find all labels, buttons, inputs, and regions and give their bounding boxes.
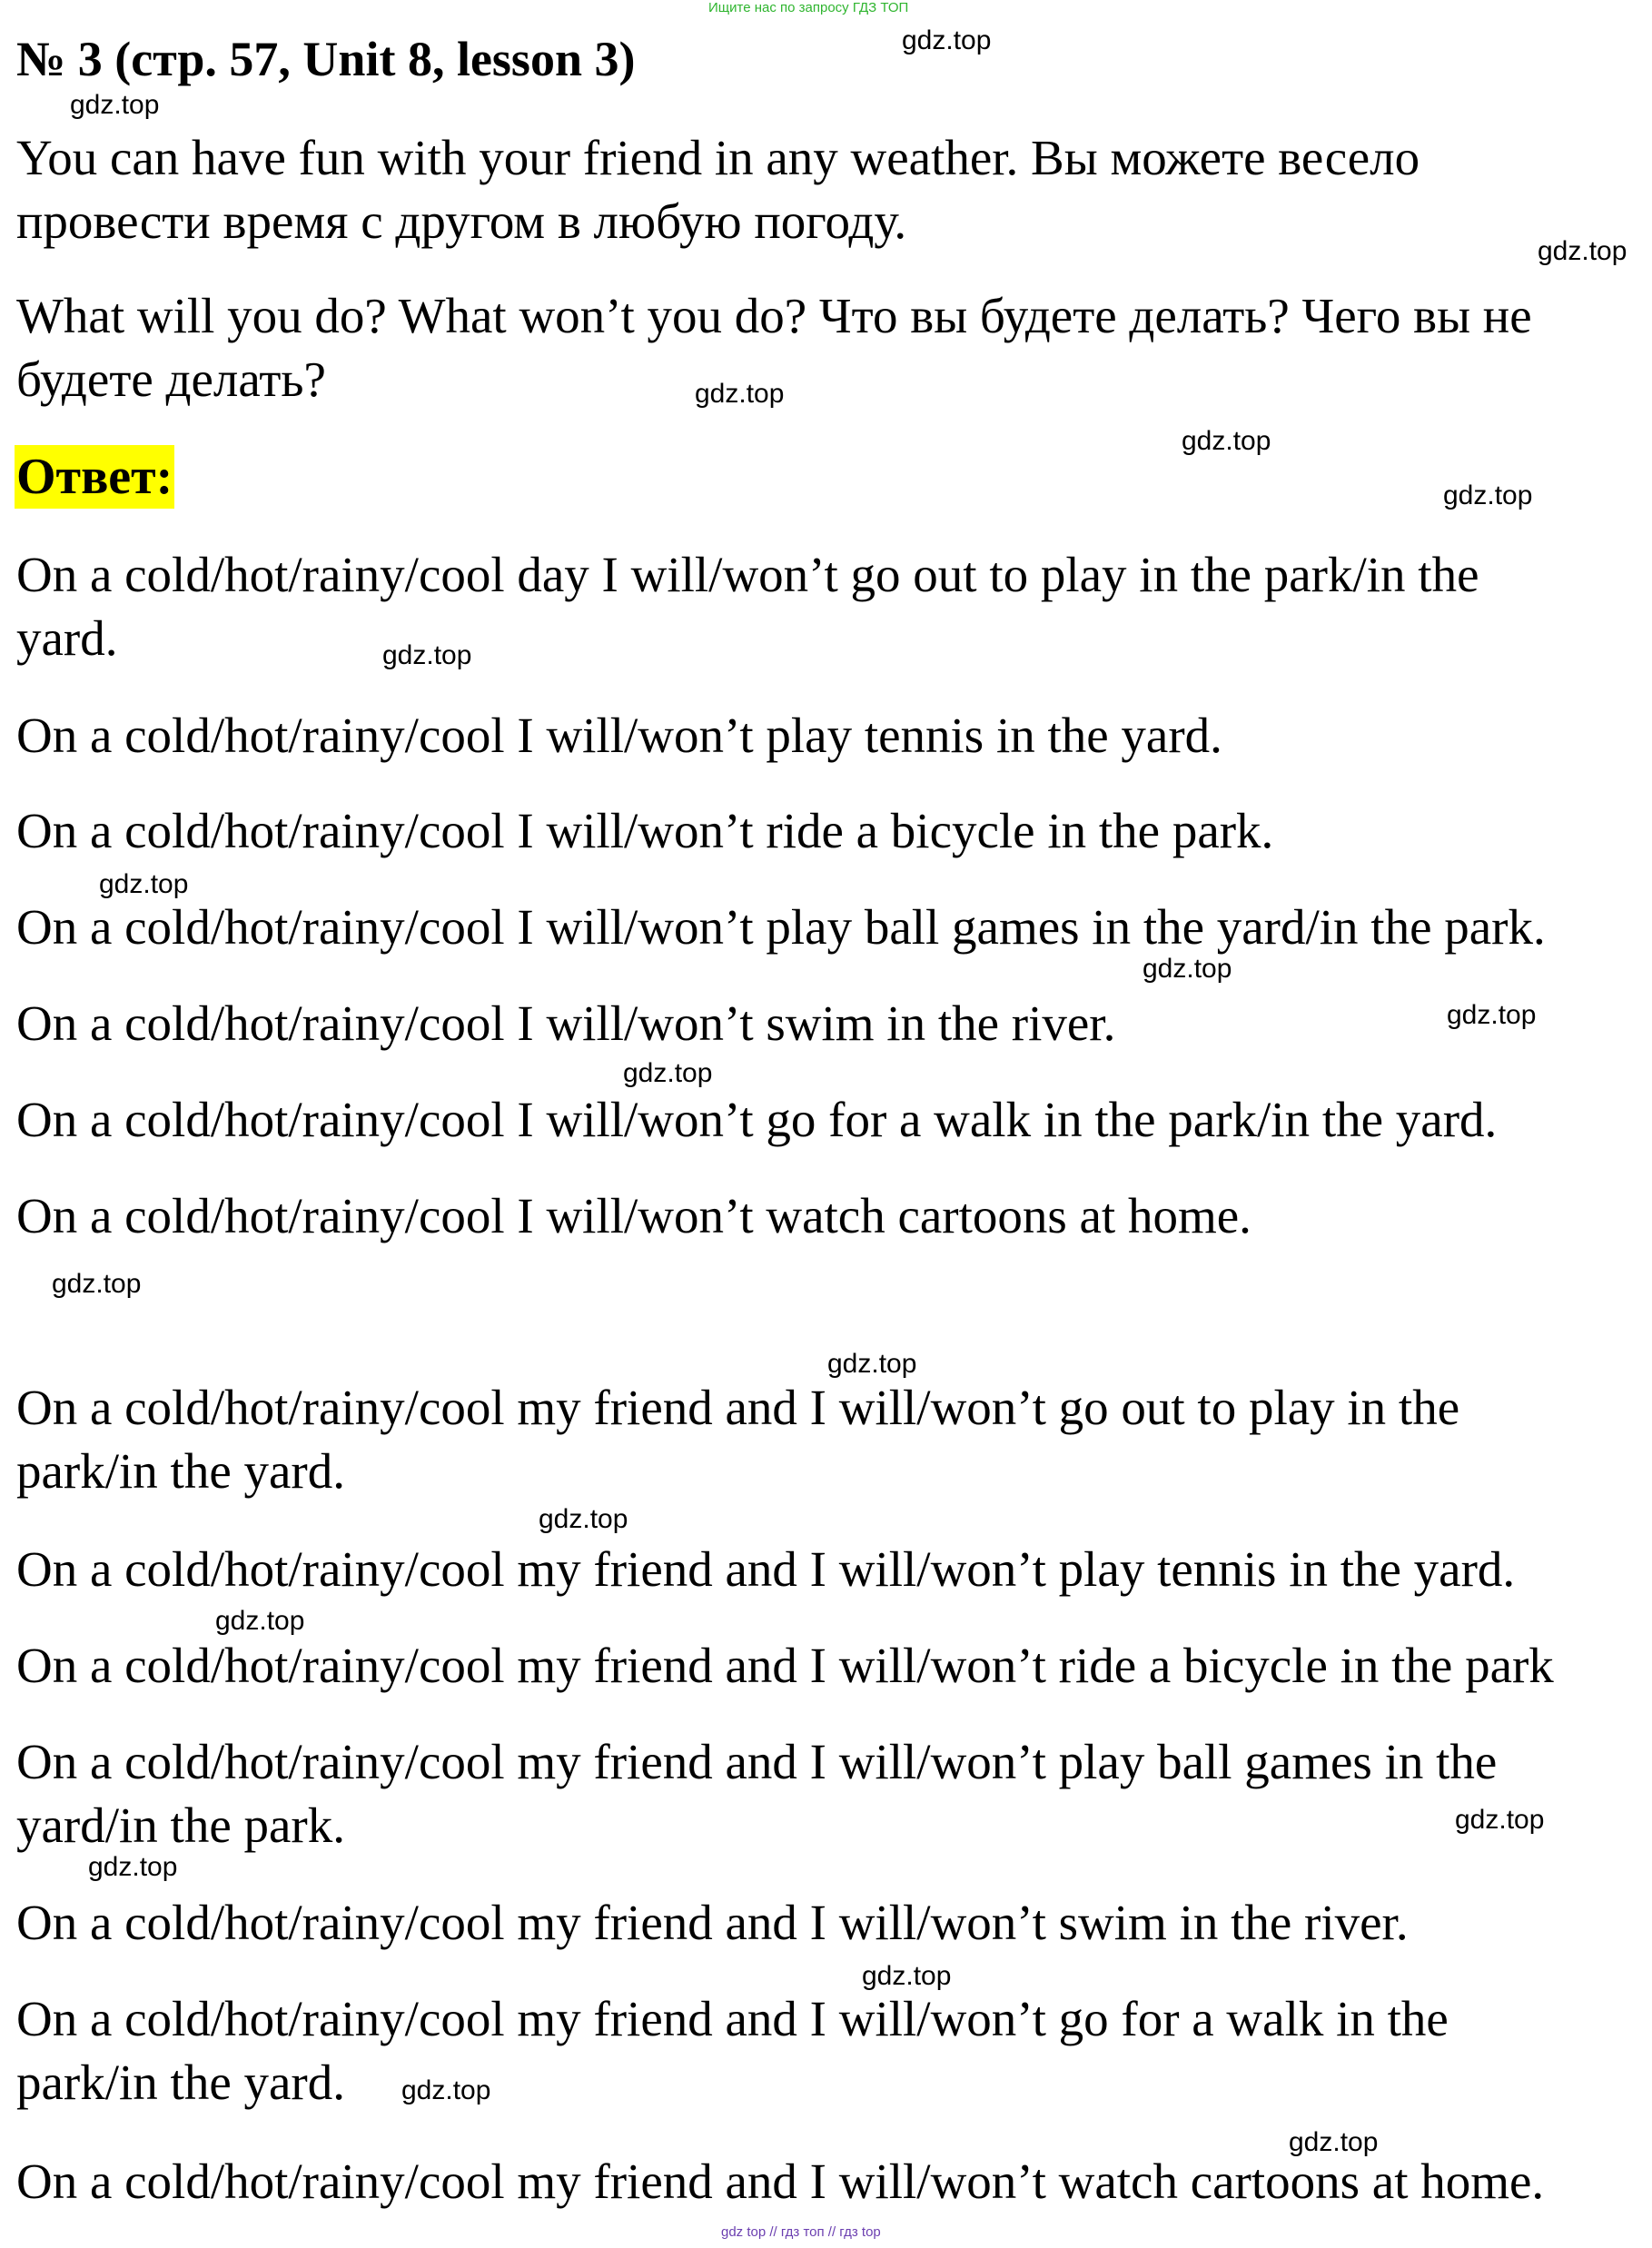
answer-line: On a cold/hot/rainy/cool my friend and I will/won’t go for a walk in the	[16, 1991, 1449, 2046]
watermark: gdz.top	[401, 2075, 491, 2105]
watermark: gdz.top	[1182, 426, 1271, 456]
intro-line: будете делать?	[16, 352, 326, 407]
answer-line: yard.	[16, 610, 118, 666]
answer-line: yard/in the park.	[16, 1797, 345, 1853]
answer-line: On a cold/hot/rainy/cool my friend and I will/won’t play ball games in the	[16, 1734, 1498, 1789]
watermark: gdz.top	[827, 1349, 917, 1379]
watermark: gdz.top	[1443, 480, 1533, 510]
answer-line: On a cold/hot/rainy/cool I will/won’t swim in the river.	[16, 995, 1116, 1051]
answer-line: On a cold/hot/rainy/cool I will/won’t play tennis in the yard.	[16, 708, 1222, 763]
intro-line: провести время с другом в любую погоду.	[16, 193, 907, 249]
answer-line: On a cold/hot/rainy/cool I will/won’t go for a walk in the park/in the yard.	[16, 1092, 1498, 1147]
watermark: gdz.top	[1289, 2127, 1379, 2157]
watermark: gdz.top	[902, 25, 992, 55]
answer-line: On a cold/hot/rainy/cool my friend and I will/won’t watch cartoons at home.	[16, 2154, 1545, 2209]
answer-line: On a cold/hot/rainy/cool I will/won’t watch cartoons at home.	[16, 1188, 1251, 1243]
intro-line: What will you do? What won’t you do? Что вы будете делать? Чего вы не	[16, 288, 1532, 343]
answer-label: Ответ:	[15, 445, 174, 509]
answer-line: On a cold/hot/rainy/cool my friend and I will/won’t swim in the river.	[16, 1895, 1409, 1950]
watermark: gdz.top	[862, 1961, 952, 1991]
watermark: gdz.top	[1538, 236, 1627, 266]
answer-line: On a cold/hot/rainy/cool my friend and I will/won’t ride a bicycle in the park	[16, 1638, 1554, 1693]
intro-line: You can have fun with your friend in any weather. Вы можете весело	[16, 130, 1420, 185]
footer-note: gdz top // гдз топ // гдз top	[721, 2224, 881, 2240]
watermark: gdz.top	[623, 1058, 713, 1088]
answer-line: park/in the yard.	[16, 2055, 345, 2110]
answer-line: On a cold/hot/rainy/cool I will/won’t play ball games in the yard/in the park.	[16, 899, 1546, 955]
answer-line: On a cold/hot/rainy/cool my friend and I will/won’t go out to play in the	[16, 1380, 1460, 1435]
watermark: gdz.top	[52, 1269, 142, 1299]
watermark: gdz.top	[382, 640, 472, 670]
top-search-note: Ищите нас по запросу ГДЗ ТОП	[708, 0, 909, 15]
answer-line: On a cold/hot/rainy/cool I will/won’t ride a bicycle in the park.	[16, 803, 1274, 858]
exercise-title: № 3 (стр. 57, Unit 8, lesson 3)	[16, 32, 636, 86]
answer-line: On a cold/hot/rainy/cool day I will/won’t go out to play in the park/in the	[16, 547, 1479, 602]
watermark: gdz.top	[215, 1606, 305, 1636]
watermark: gdz.top	[99, 869, 189, 899]
answer-line: park/in the yard.	[16, 1443, 345, 1499]
watermark: gdz.top	[88, 1852, 178, 1882]
watermark: gdz.top	[695, 379, 785, 409]
watermark: gdz.top	[1447, 1000, 1537, 1030]
watermark: gdz.top	[1143, 954, 1232, 984]
watermark: gdz.top	[70, 90, 160, 120]
watermark: gdz.top	[539, 1504, 628, 1534]
answer-line: On a cold/hot/rainy/cool my friend and I will/won’t play tennis in the yard.	[16, 1541, 1516, 1597]
watermark: gdz.top	[1455, 1805, 1545, 1835]
